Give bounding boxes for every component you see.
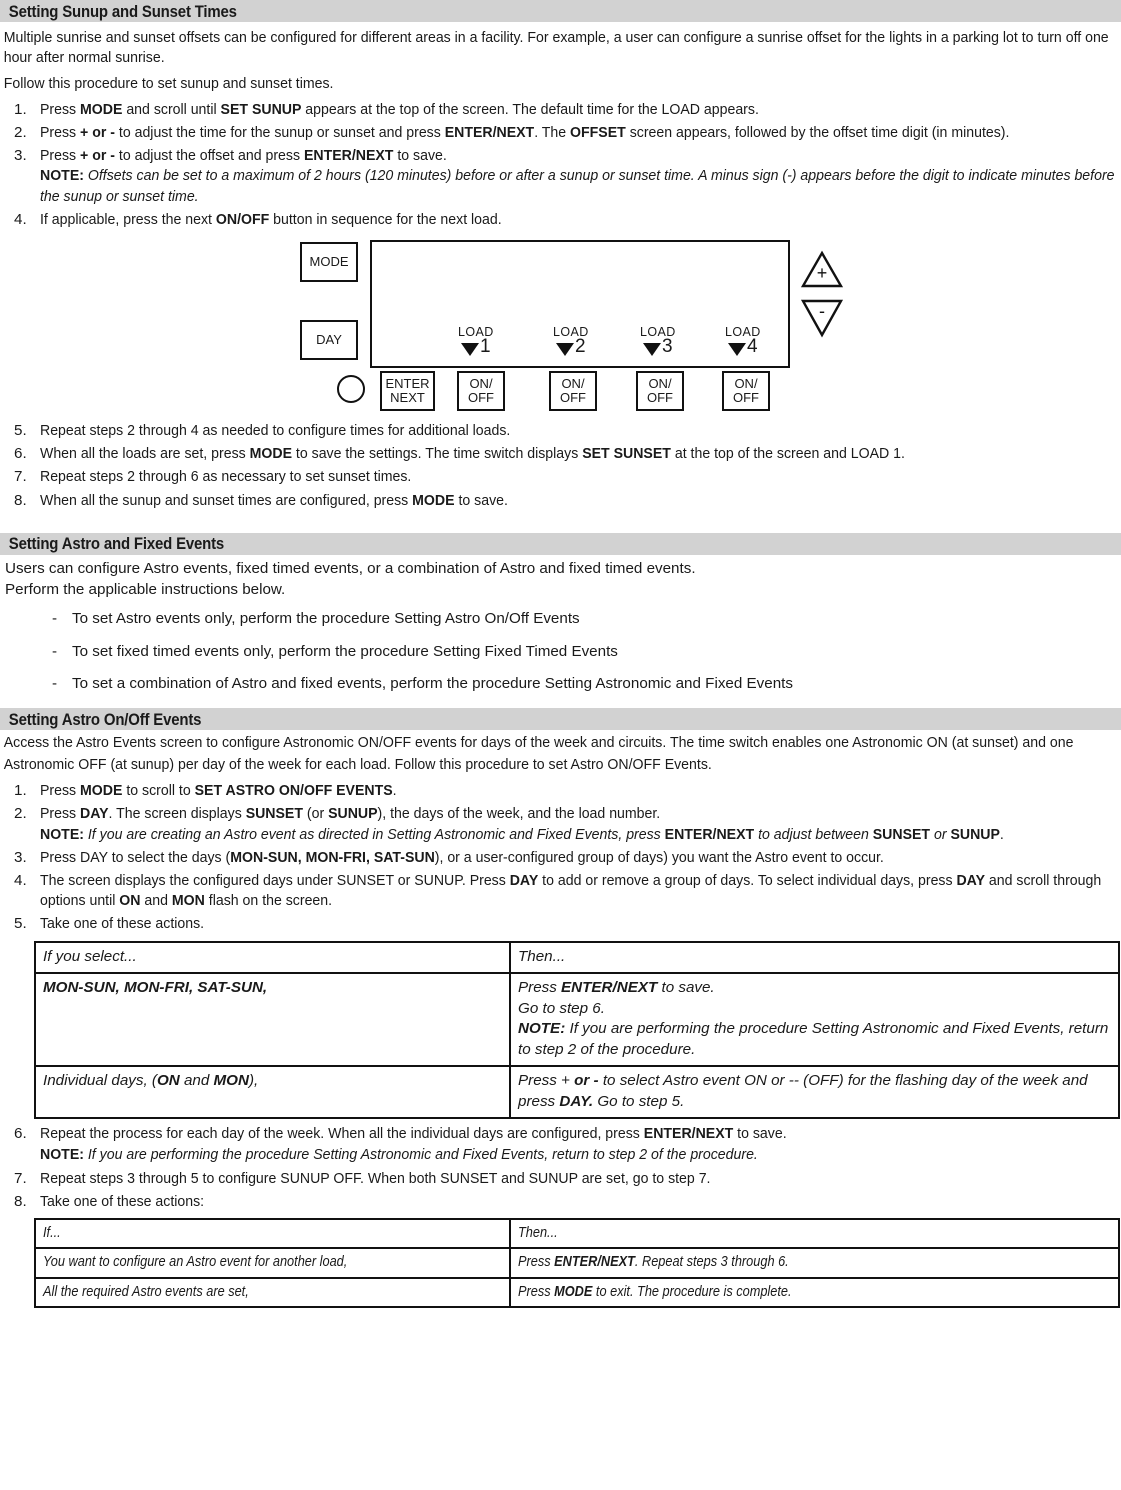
section-header-astro-onoff-title: Setting Astro On/Off Events: [8, 709, 202, 729]
on-off-button-label-line1: ON/: [734, 376, 758, 392]
astro-onoff-steps-list-part2: [0, 1124, 1121, 1212]
on-off-button-label-line1: ON/: [561, 376, 585, 392]
step-number: 2.: [14, 805, 27, 823]
sunup-steps-list-part1: [0, 100, 1121, 230]
section-header-astro-fixed-title: Setting Astro and Fixed Events: [8, 534, 225, 554]
list-item: [0, 804, 1121, 844]
load-indicator-1: [458, 326, 494, 356]
table-header-cell-if: If you select...: [35, 942, 510, 974]
triangle-down-icon: [556, 343, 574, 356]
step-text: Press + or - to adjust the time for the sunup or sunset and press ENTER/NEXT. The OFFSET screen appears, followed by the offset time digit (in minutes).: [40, 123, 1010, 141]
list-item: [0, 642, 1121, 662]
step-number: 3.: [14, 848, 27, 866]
on-off-button-2[interactable]: [549, 371, 597, 411]
step-number: 4.: [14, 210, 27, 228]
list-item: [0, 781, 1121, 801]
table-cell-then: Press MODE to exit. The procedure is complete.: [510, 1278, 1119, 1307]
table-cell-then: Press ENTER/NEXT. Repeat steps 3 through 6.: [510, 1248, 1119, 1277]
list-item: [0, 123, 1121, 143]
step-number: 5.: [14, 421, 27, 439]
load-indicator-number: 3: [662, 336, 673, 358]
list-item: [0, 1169, 1121, 1189]
table-cell-if: MON-SUN, MON-FRI, SAT-SUN,: [35, 973, 510, 1066]
table-row: [35, 973, 1119, 1066]
step-text: Repeat steps 2 through 4 as needed to configure times for additional loads.: [40, 421, 511, 439]
table-header-cell-then: Then...: [510, 942, 1119, 974]
step-text: Take one of these actions.: [40, 915, 205, 933]
table-row: [35, 1248, 1119, 1277]
step-number: 7.: [14, 468, 27, 486]
load-indicator-3: [640, 326, 676, 356]
section-header-astro-fixed: [0, 533, 1121, 555]
list-item: [0, 491, 1121, 511]
triangle-down-icon: [461, 343, 479, 356]
on-off-button-label-line2: OFF: [560, 389, 586, 405]
step-text: Press + or - to adjust the offset and press ENTER/NEXT to save. NOTE: Offsets can be set to a maximum of 2 hours (120 minutes) before or after a sunup or sunset time. A minus sign (-) appears before the digit to indicate minutes before the sunup or sunset time.: [40, 147, 1115, 205]
bullet-text: To set fixed timed events only, perform the procedure Setting Fixed Timed Events: [72, 642, 618, 660]
load-indicator-2: [553, 326, 589, 356]
step-text: The screen displays the configured days under SUNSET or SUNUP. Press DAY to add or remove a group of days. To select individual days, press DAY and scroll through options until ON and MON flash on the screen.: [40, 871, 1102, 910]
load-indicator-label: LOAD: [458, 324, 494, 339]
step-number: 8.: [14, 491, 27, 509]
step-number: 6.: [14, 445, 27, 463]
day-button-label: DAY: [316, 332, 342, 348]
list-item: [0, 444, 1121, 464]
dash-bullet-icon: -: [52, 609, 58, 627]
list-item: [0, 1124, 1121, 1165]
table-header-row: [35, 942, 1119, 974]
load-indicator-number: 2: [575, 336, 586, 358]
triangle-down-icon: [643, 343, 661, 356]
table-row: [35, 1278, 1119, 1307]
load-indicator-number: 4: [747, 336, 758, 358]
table-cell-if: Individual days, (ON and MON),: [35, 1066, 510, 1118]
mode-button[interactable]: [300, 242, 358, 282]
section-header-sunup-title: Setting Sunup and Sunset Times: [8, 1, 237, 21]
on-off-button-1[interactable]: [457, 371, 505, 411]
section-header-astro-onoff: [0, 708, 1121, 730]
load-indicator-label: LOAD: [725, 324, 761, 339]
step-text: When all the sunup and sunset times are configured, press MODE to save.: [40, 491, 508, 509]
minus-button[interactable]: [800, 295, 844, 339]
step-text: Repeat steps 3 through 5 to configure SUNUP OFF. When both SUNSET and SUNUP are set, go to step 7.: [40, 1169, 711, 1187]
load-indicator-label: LOAD: [553, 324, 589, 339]
step-text: Press DAY. The screen displays SUNSET (or SUNUP), the days of the week, and the load number. NOTE: If you are creating an Astro event as directed in Setting Astronomic and Fixed Events, press ENTER/NEXT to adjust between SUNSET or SUNUP.: [40, 805, 1004, 843]
step-text: If applicable, press the next ON/OFF button in sequence for the next load.: [40, 210, 502, 228]
step-text: Take one of these actions:: [40, 1192, 205, 1210]
list-item: [0, 848, 1121, 868]
svg-text:+: +: [816, 262, 828, 283]
step-number: 6.: [14, 1125, 27, 1143]
table-header-row: [35, 1219, 1119, 1248]
bullet-text: To set Astro events only, perform the procedure Setting Astro On/Off Events: [72, 609, 580, 627]
table-cell-then: Press ENTER/NEXT to save. Go to step 6. NOTE: If you are performing the procedure Setting Astronomic and Fixed Events, return to step 2 of the procedure.: [510, 973, 1119, 1066]
step-text: Repeat the process for each day of the week. When all the individual days are configured, press ENTER/NEXT to save. NOTE: If you are performing the procedure Setting Astronomic and Fixed Events, return to step 2 of the procedure.: [40, 1125, 787, 1164]
step-text: Press MODE to scroll to SET ASTRO ON/OFF EVENTS.: [40, 782, 397, 800]
list-item: [0, 914, 1121, 934]
triangle-down-icon: [728, 343, 746, 356]
section-header-sunup: [0, 0, 1121, 22]
table-cell-then: Press + or - to select Astro event ON or -- (OFF) for the flashing day of the week and press DAY. Go to step 5.: [510, 1066, 1119, 1118]
on-off-button-4[interactable]: [722, 371, 770, 411]
sunup-intro-paragraph-2: Follow this procedure to set sunup and sunset times.: [3, 75, 334, 93]
on-off-button-label-line1: ON/: [648, 376, 672, 392]
list-item: [0, 467, 1121, 487]
load-indicator-4: [725, 326, 761, 356]
step-text: Press MODE and scroll until SET SUNUP appears at the top of the screen. The default time for the LOAD appears.: [40, 100, 759, 118]
astro-fixed-bullet-list: [0, 609, 1121, 694]
list-item: [0, 1192, 1121, 1212]
step-text: Repeat steps 2 through 6 as necessary to set sunset times.: [40, 468, 412, 486]
load-indicator-number: 1: [480, 336, 491, 358]
step-text: When all the loads are set, press MODE to save the settings. The time switch displays SET SUNSET at the top of the screen and LOAD 1.: [40, 445, 905, 463]
list-item: [0, 210, 1121, 230]
on-off-button-label-line2: OFF: [468, 389, 494, 405]
dash-bullet-icon: -: [52, 642, 58, 660]
on-off-button-label-line2: OFF: [733, 389, 759, 405]
table-header-cell-then: Then...: [510, 1219, 1119, 1248]
dash-bullet-icon: -: [52, 675, 58, 693]
if-you-select-table: [34, 941, 1120, 1120]
load-indicator-label: LOAD: [640, 324, 676, 339]
sunup-intro-paragraph-1: Multiple sunrise and sunset offsets can be configured for different areas in a facility. For example, a user can configure a sunrise offset for the lights in a parking lot to turn off one hour after normal sunrise.: [3, 29, 1109, 67]
table-cell-if: All the required Astro events are set,: [35, 1278, 510, 1307]
astro-onoff-steps-list-part1: [0, 781, 1121, 935]
step-number: 3.: [14, 147, 27, 165]
step-number: 8.: [14, 1192, 27, 1210]
table-header-cell-if: If...: [35, 1219, 510, 1248]
if-then-table: [34, 1218, 1120, 1308]
list-item: [0, 674, 1121, 694]
table-row: [35, 1066, 1119, 1118]
step-number: 7.: [14, 1169, 27, 1187]
day-button[interactable]: [300, 320, 358, 360]
rotary-knob[interactable]: [337, 375, 365, 403]
step-number: 1.: [14, 782, 27, 800]
enter-next-button-label-line2: NEXT: [390, 389, 425, 405]
step-number: 2.: [14, 123, 27, 141]
list-item: [0, 146, 1121, 207]
step-text: Press DAY to select the days (MON-SUN, MON-FRI, SAT-SUN), or a user-configured group of days) you want the Astro event to occur.: [40, 848, 884, 866]
astro-onoff-intro: Access the Astro Events screen to configure Astronomic ON/OFF events for days of the week and circuits. The time switch enables one Astronomic ON (at sunset) and one Astronomic OFF (at sunup) per day of the week for each load. Follow this procedure to set Astro ON/OFF Events.: [3, 734, 1074, 774]
time-switch-diagram-wrapper: [0, 238, 1121, 416]
on-off-button-label-line2: OFF: [647, 389, 673, 405]
step-number: 4.: [14, 871, 27, 889]
bullet-text: To set a combination of Astro and fixed events, perform the procedure Setting Astronomic and Fixed Events: [72, 675, 793, 693]
on-off-button-label-line1: ON/: [469, 376, 493, 392]
sunup-steps-list-part2: [0, 421, 1121, 511]
on-off-button-3[interactable]: [636, 371, 684, 411]
step-number: 5.: [14, 915, 27, 933]
svg-text:-: -: [819, 300, 825, 321]
list-item: [0, 609, 1121, 629]
enter-next-button[interactable]: [380, 371, 435, 411]
mode-button-label: MODE: [309, 254, 349, 270]
time-switch-diagram: [300, 238, 845, 413]
list-item: [0, 871, 1121, 911]
enter-next-button-label-line1: ENTER: [385, 376, 430, 392]
astro-fixed-line-2: Perform the applicable instructions below.: [5, 580, 286, 598]
list-item: [0, 100, 1121, 120]
table-cell-if: You want to configure an Astro event for another load,: [35, 1248, 510, 1277]
list-item: [0, 421, 1121, 441]
plus-button[interactable]: [800, 248, 844, 292]
step-number: 1.: [14, 100, 27, 118]
astro-fixed-line-1: Users can configure Astro events, fixed timed events, or a combination of Astro and fixed timed events.: [5, 559, 696, 577]
